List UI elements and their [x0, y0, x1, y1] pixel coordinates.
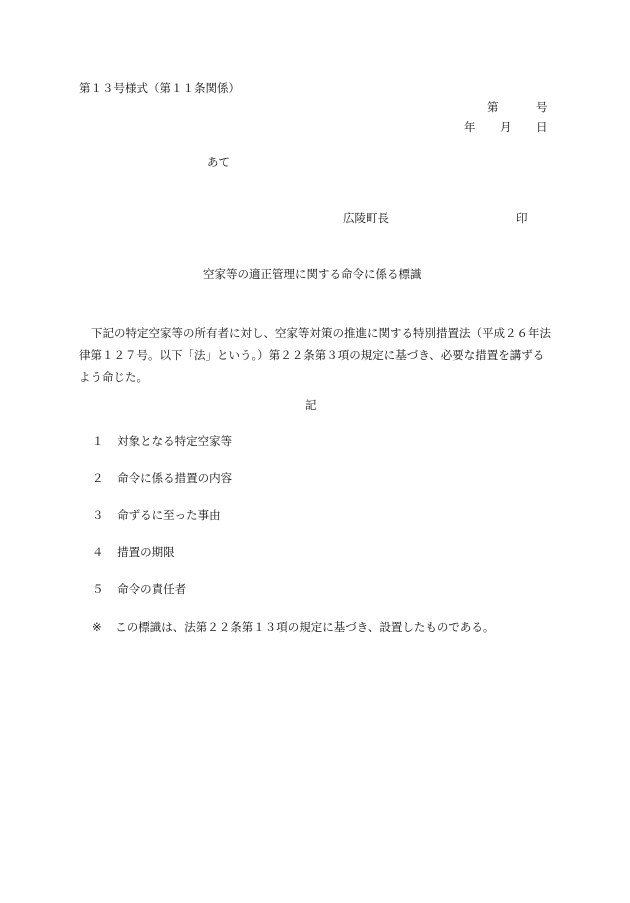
doc-number-go: 号 [536, 100, 548, 114]
ki-label: 記 [305, 398, 317, 412]
list-item-number: ３ [92, 508, 104, 522]
list-item-label: 対象となる特定空家等 [117, 434, 233, 448]
list-item [92, 545, 175, 559]
document-title: 空家等の適正管理に関する命令に係る標識 [203, 267, 422, 281]
date-day: 日 [536, 120, 548, 134]
date-year: 年 [464, 120, 476, 134]
list-item-number: ２ [92, 471, 104, 485]
list-item-label: 命ずるに至った事由 [117, 508, 221, 522]
list-item-number: １ [92, 434, 104, 448]
date-month: 月 [500, 120, 512, 134]
list-item [92, 582, 186, 596]
list-item-number: ４ [92, 545, 104, 559]
list-item-number: ５ [92, 582, 104, 596]
list-item-label: 命令に係る措置の内容 [117, 471, 233, 485]
list-item-label: 措置の期限 [117, 545, 175, 559]
form-number: 第１３号様式（第１１条関係） [79, 81, 240, 95]
addressee: あて [207, 155, 230, 169]
issuer: 広陵町長 [343, 211, 389, 225]
list-item-label: 命令の責任者 [117, 582, 187, 596]
list-item [92, 508, 221, 522]
note-text: この標識は、法第２２条第１３項の規定に基づき、設置したものである。 [115, 620, 495, 634]
body-paragraph: 下記の特定空家等の所有者に対し、空家等対策の推進に関する特別措置法（平成２６年法律第１２７号。以下「法」という。）第２２条第３項の規定に基づき、必要な措置を講ずるよう命じた。 [79, 326, 551, 384]
doc-number-dai: 第 [487, 100, 499, 114]
seal-mark: 印 [516, 211, 528, 225]
note-mark: ※ [92, 620, 102, 634]
note [92, 620, 494, 634]
list-item [92, 434, 232, 448]
list-item [92, 471, 232, 485]
